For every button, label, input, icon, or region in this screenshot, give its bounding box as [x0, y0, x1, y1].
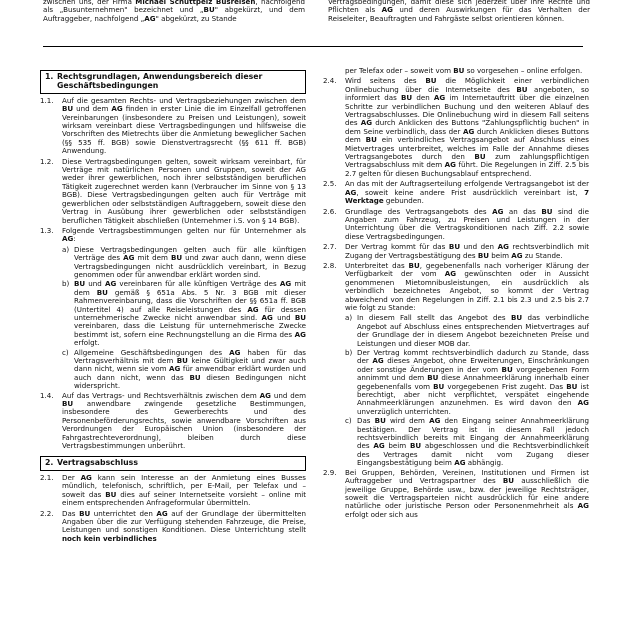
paragraph-2-7 — [323, 243, 589, 260]
horizontal-divider — [43, 46, 583, 47]
subitem-2-8-a — [345, 314, 589, 348]
subitem-text: In diesem Fall stellt das Angebot des BU das verbindliche Angebot auf Abschluss eines entsprechenden Mietvertrages auf der Grundlage der in diesem Angebot bezeichneten Preise und Leistungen und dieser MOB dar. — [357, 313, 589, 348]
subitem-label: c) — [345, 416, 352, 426]
paragraph-1-2 — [40, 158, 306, 225]
section-1-heading — [40, 70, 306, 94]
subitem-text: Allgemeine Geschäftsbedingungen des AG haben für das Vertragsverhältnis mit dem BU keine Gültigkeit und zwar auch dann nicht, wenn sie vom AG für anwendbar erklärt wurden und auch dann nicht, wenn das BU diesen Bedingungen nicht widerspricht. — [74, 347, 307, 391]
right-column — [323, 67, 589, 521]
paragraph-text: Bei Gruppen, Behörden, Vereinen, Institutionen und Firmen ist Auftraggeber und Vertragspartner des BU ausschließlich die jeweilige Gruppe, Behörde usw., bzw. der jeweilige Rechtsträger, soweit die Vertragsparteien nicht ausdrücklich für eine andere natürliche oder juristische Person oder Personenmehrheit als AG erfolgt oder sich aus — [345, 467, 589, 519]
section-2-heading — [40, 456, 306, 470]
paragraph-text: Folgende Vertragsbestimmungen gelten nur für Unternehmer als AG: — [62, 225, 306, 244]
intro-text-right — [328, 0, 590, 23]
paragraph-number: 2.8. — [323, 260, 337, 270]
paragraph-2-4 — [323, 77, 589, 178]
paragraph-1-1 — [40, 97, 306, 156]
subitem-1-3-c — [62, 349, 306, 391]
paragraph-2-8 — [323, 262, 589, 312]
paragraph-1-4 — [40, 392, 306, 451]
section-2-title: Vertragsabschluss — [57, 458, 138, 468]
subitem-text: Das BU wird dem AG den Eingang seiner Annahmeerklärung bestätigen. Der Vertrag ist in diesem Fall jedoch rechtsverbindlich bereits mit Eingang der Annahmeerklärung des AG beim BU abgeschlossen und die Rechtsverbindlichkeit des Vertrages damit nicht vom Zugang dieser Eingangsbestätigung beim AG abhängig. — [357, 416, 590, 468]
paragraph-text: Diese Vertragsbedingungen gelten, soweit wirksam vereinbart, für Verträge mit natürlichen Personen und Gruppen, soweit der AG weder ihrer gewerblichen, noch ihrer selbstständigen beruflichen Tätigkeit zugerechnet werden kann (Verbraucher im Sinne von § 13 BGB). Diese Vertragsbedingungen gelten auch für Verträge mit gewerblichen oder selbstständigen Auftraggebern, soweit diese den Vertrag in Ausübung ihrer gewerblichen oder selbstständigen beruflichen Tätigkeit abschließen (Unternehmer i.S. von § 14 BGB). — [62, 156, 306, 225]
intro-text-left — [43, 0, 305, 23]
paragraph-text: Unterbreitet das BU, gegebenenfalls nach vorheriger Klärung der Verfügbarkeit der vom AG gewünschten oder in Aussicht genommenen Mietomnibusleistungen, ein ausdrücklich als verbindlich bezeichnetes Angebot, so kommt der Vertrag abweichend von den Regelungen in Ziff. 2.1 bis 2.3 und 2.5 bis 2.7 wie folgt zu Stande: — [345, 260, 589, 312]
paragraph-2-5 — [323, 180, 589, 205]
paragraph-number: 2.2. — [40, 508, 54, 518]
paragraph-2-9 — [323, 469, 589, 519]
section-1-title-cont: Geschäftsbedingungen — [57, 81, 159, 91]
paragraph-text: Auf das Vertrags- und Rechtsverhältnis zwischen dem AG und dem BU anwendbare zwingende gesetzliche Bestimmungen, insbesondere des Gewerberechts und des Personenbeförderungsrechts, sowie anwendbare Vorschriften aus Verordnungen der Europäischen Union (insbesondere der Fahrgastrechteverordnung), bleiben durch diese Vertragsbestimmungen unberührt. — [62, 390, 306, 451]
paragraph-2-1 — [40, 474, 306, 508]
paragraph-text: Auf die gesamten Rechts- und Vertragsbeziehungen zwischen dem BU und dem AG finden in erster Linie die im Einzelfall getroffenen Vereinbarungen (insbesondere zu Preisen und Leistungen), soweit wirksam vereinbart diese Vertragsbedingungen und hilfsweise die Vorschriften des Mietrechts über die Anmietung beweglicher Sachen (§§ 535 ff. BGB) sowie Dienstvertragsrecht (§§ 611 ff. BGB) Anwendung. — [62, 95, 306, 156]
paragraph-number: 2.4. — [323, 76, 337, 86]
subitem-2-8-c — [345, 417, 589, 467]
subitem-label: c) — [62, 347, 69, 357]
paragraph-number: 2.1. — [40, 472, 54, 482]
paragraph-number: 2.7. — [323, 242, 337, 252]
subitem-label: a) — [62, 244, 70, 254]
paragraph-number: 1.1. — [40, 95, 54, 105]
subitem-label: b) — [345, 348, 353, 357]
subitem-2-8-b — [345, 349, 589, 416]
subitem-1-3-a — [62, 246, 306, 280]
continued-text: per Telefax oder – soweit vom BU so vorgesehen – online erfolgen. — [345, 66, 583, 75]
intro-left-1: zwischen uns, der Firma Michael Schüttpelz Busreisen, nachfolgend als „Busunternehmen" bezeichnet und „BU" abgekürzt, und dem Auftraggeber, nachfolgend „AG" abgekürzt, zu Stande — [43, 0, 305, 23]
left-column — [40, 70, 306, 545]
subitem-label: a) — [345, 313, 353, 323]
paragraph-number: 1.3. — [40, 225, 54, 235]
subitem-text: Diese Vertragsbedingungen gelten auch für alle künftigen Verträge des AG mit dem BU und zwar auch dann, wenn diese Vertragsbedingungen nicht ausdrücklich vereinbart, in Bezug genommen oder für anwendbar erklärt worden sind. — [74, 244, 306, 279]
paragraph-text: Der AG kann sein Interesse an der Anmietung eines Busses mündlich, telefonisch, schriftlich, per E-Mail, per Telefax und – soweit das BU dies auf seiner Internetseite vorsieht – online mit einem entsprechenden Anfrageformular übermitteln. — [62, 472, 306, 508]
paragraph-text: Grundlage des Vertragsangebots des AG an das BU sind die Angaben zum Fahrzeug, zu Preisen und Leistungen in der Unterrichtung über die Vertragskonditionen nach Ziff. 2.2 sowie diese Vertragsbedingungen. — [345, 206, 590, 241]
subitem-1-3-b — [62, 280, 306, 347]
paragraph-text: Wird seitens des BU die Möglichkeit einer verbindlichen Onlinebuchung über die Internetseite des BU angeboten, so informiert das BU den AG im Internetauftritt über die einzelnen Schritte zur verbindlichen Buchung und den weiteren Ablauf des Vertragsabschlusses. Die Onlinebuchung wird in diesem Fall seitens des AG durch Anklicken des Buttons "Zahlungspflichtig buchen" in dem Seine verbindlich, dass der AG durch Anklicken dieses Buttons dem BU ein verbindliches Vertragsangebot auf Abschluss eines Mietvertrages unterbreitet, welches im Falle der Annahme dieses Vertragsangebotes durch den BU zum zahlungspflichtigen Vertragsabschluss mit dem AG führt. Die Regelungen in Ziff. 2.5 bis 2.7 gelten für diesen Buchungsablauf entsprechend. — [345, 76, 589, 178]
subitem-text: BU und AG vereinbaren für alle künftigen Verträge des AG mit dem BU gemäß § 651a Abs. 5 Nr. 3 BGB mit dieser Rahmenvereinbarung, dass die Vorschriften der §§ 651a ff. BGB (Untertitel 4) auf alle Reiseleistungen des AG für dessen unternehmerische Zwecke nicht anwendbar sind. AG und BU vereinbaren, dass die Leistung für unternehmerische Zwecke bestimmt ist, sofern eine Rechnungstellung an die Firma des AG erfolgt. — [74, 279, 306, 348]
paragraph-number: 2.5. — [323, 179, 337, 189]
subitem-text: Der Vertrag kommt rechtsverbindlich dadurch zu Stande, dass der AG dieses Angebot, ohne Erweiterungen, Einschränkungen oder sonstige Änderungen in der vom BU vorgegebenen Form annimmt und dem BU diese Annahmeerklärung innerhalb einer gegebenenfalls vom BU vorgegebenen Frist zugeht. Das BU ist berechtigt, aber nicht verpflichtet, verspätet eingehende Annahmeerklärungen anzunehmen. Es wird davon den AG unverzüglich unterrichten. — [357, 348, 590, 416]
paragraph-number: 1.2. — [40, 156, 54, 166]
paragraph-text: An das mit der Auftragserteilung erfolgende Vertragsangebot ist der AG, soweit keine andere Frist ausdrücklich vereinbart ist, 7 Werktage gebunden. — [345, 179, 589, 206]
paragraph-2-2 — [40, 510, 306, 544]
paragraph-number: 2.9. — [323, 467, 337, 477]
intro-right-1: Vertragsbedingungen, damit diese sich jederzeit über ihre Rechte und Pflichten als AG und deren Auswirkungen für das Verhalten der Reiseleiter, Beauftragten und Fahrgäste selbst orientieren können. — [328, 0, 590, 23]
paragraph-number: 1.4. — [40, 390, 54, 400]
section-2-number: 2. — [45, 458, 54, 468]
paragraph-1-3 — [40, 227, 306, 244]
paragraph-2-6 — [323, 208, 589, 242]
section-1-number: 1. — [45, 72, 54, 81]
section-1-title: Rechtsgrundlagen, Anwendungsbereich dieser — [57, 72, 263, 81]
paragraph-number: 2.6. — [323, 206, 337, 216]
paragraph-text: Der Vertrag kommt für das BU und den AG rechtsverbindlich mit Zugang der Vertragsbestätigung des BU beim AG zu Stande. — [345, 242, 589, 260]
paragraph-text: Das BU unterrichtet den AG auf der Grundlage der übermittelten Angaben über die zur Verfügung stehenden Fahrzeuge, die Preise, Leistungen und sonstigen Konditionen. Diese Unterrichtung stellt noch kein verbindliches — [62, 508, 306, 543]
subitem-label: b) — [62, 279, 70, 289]
